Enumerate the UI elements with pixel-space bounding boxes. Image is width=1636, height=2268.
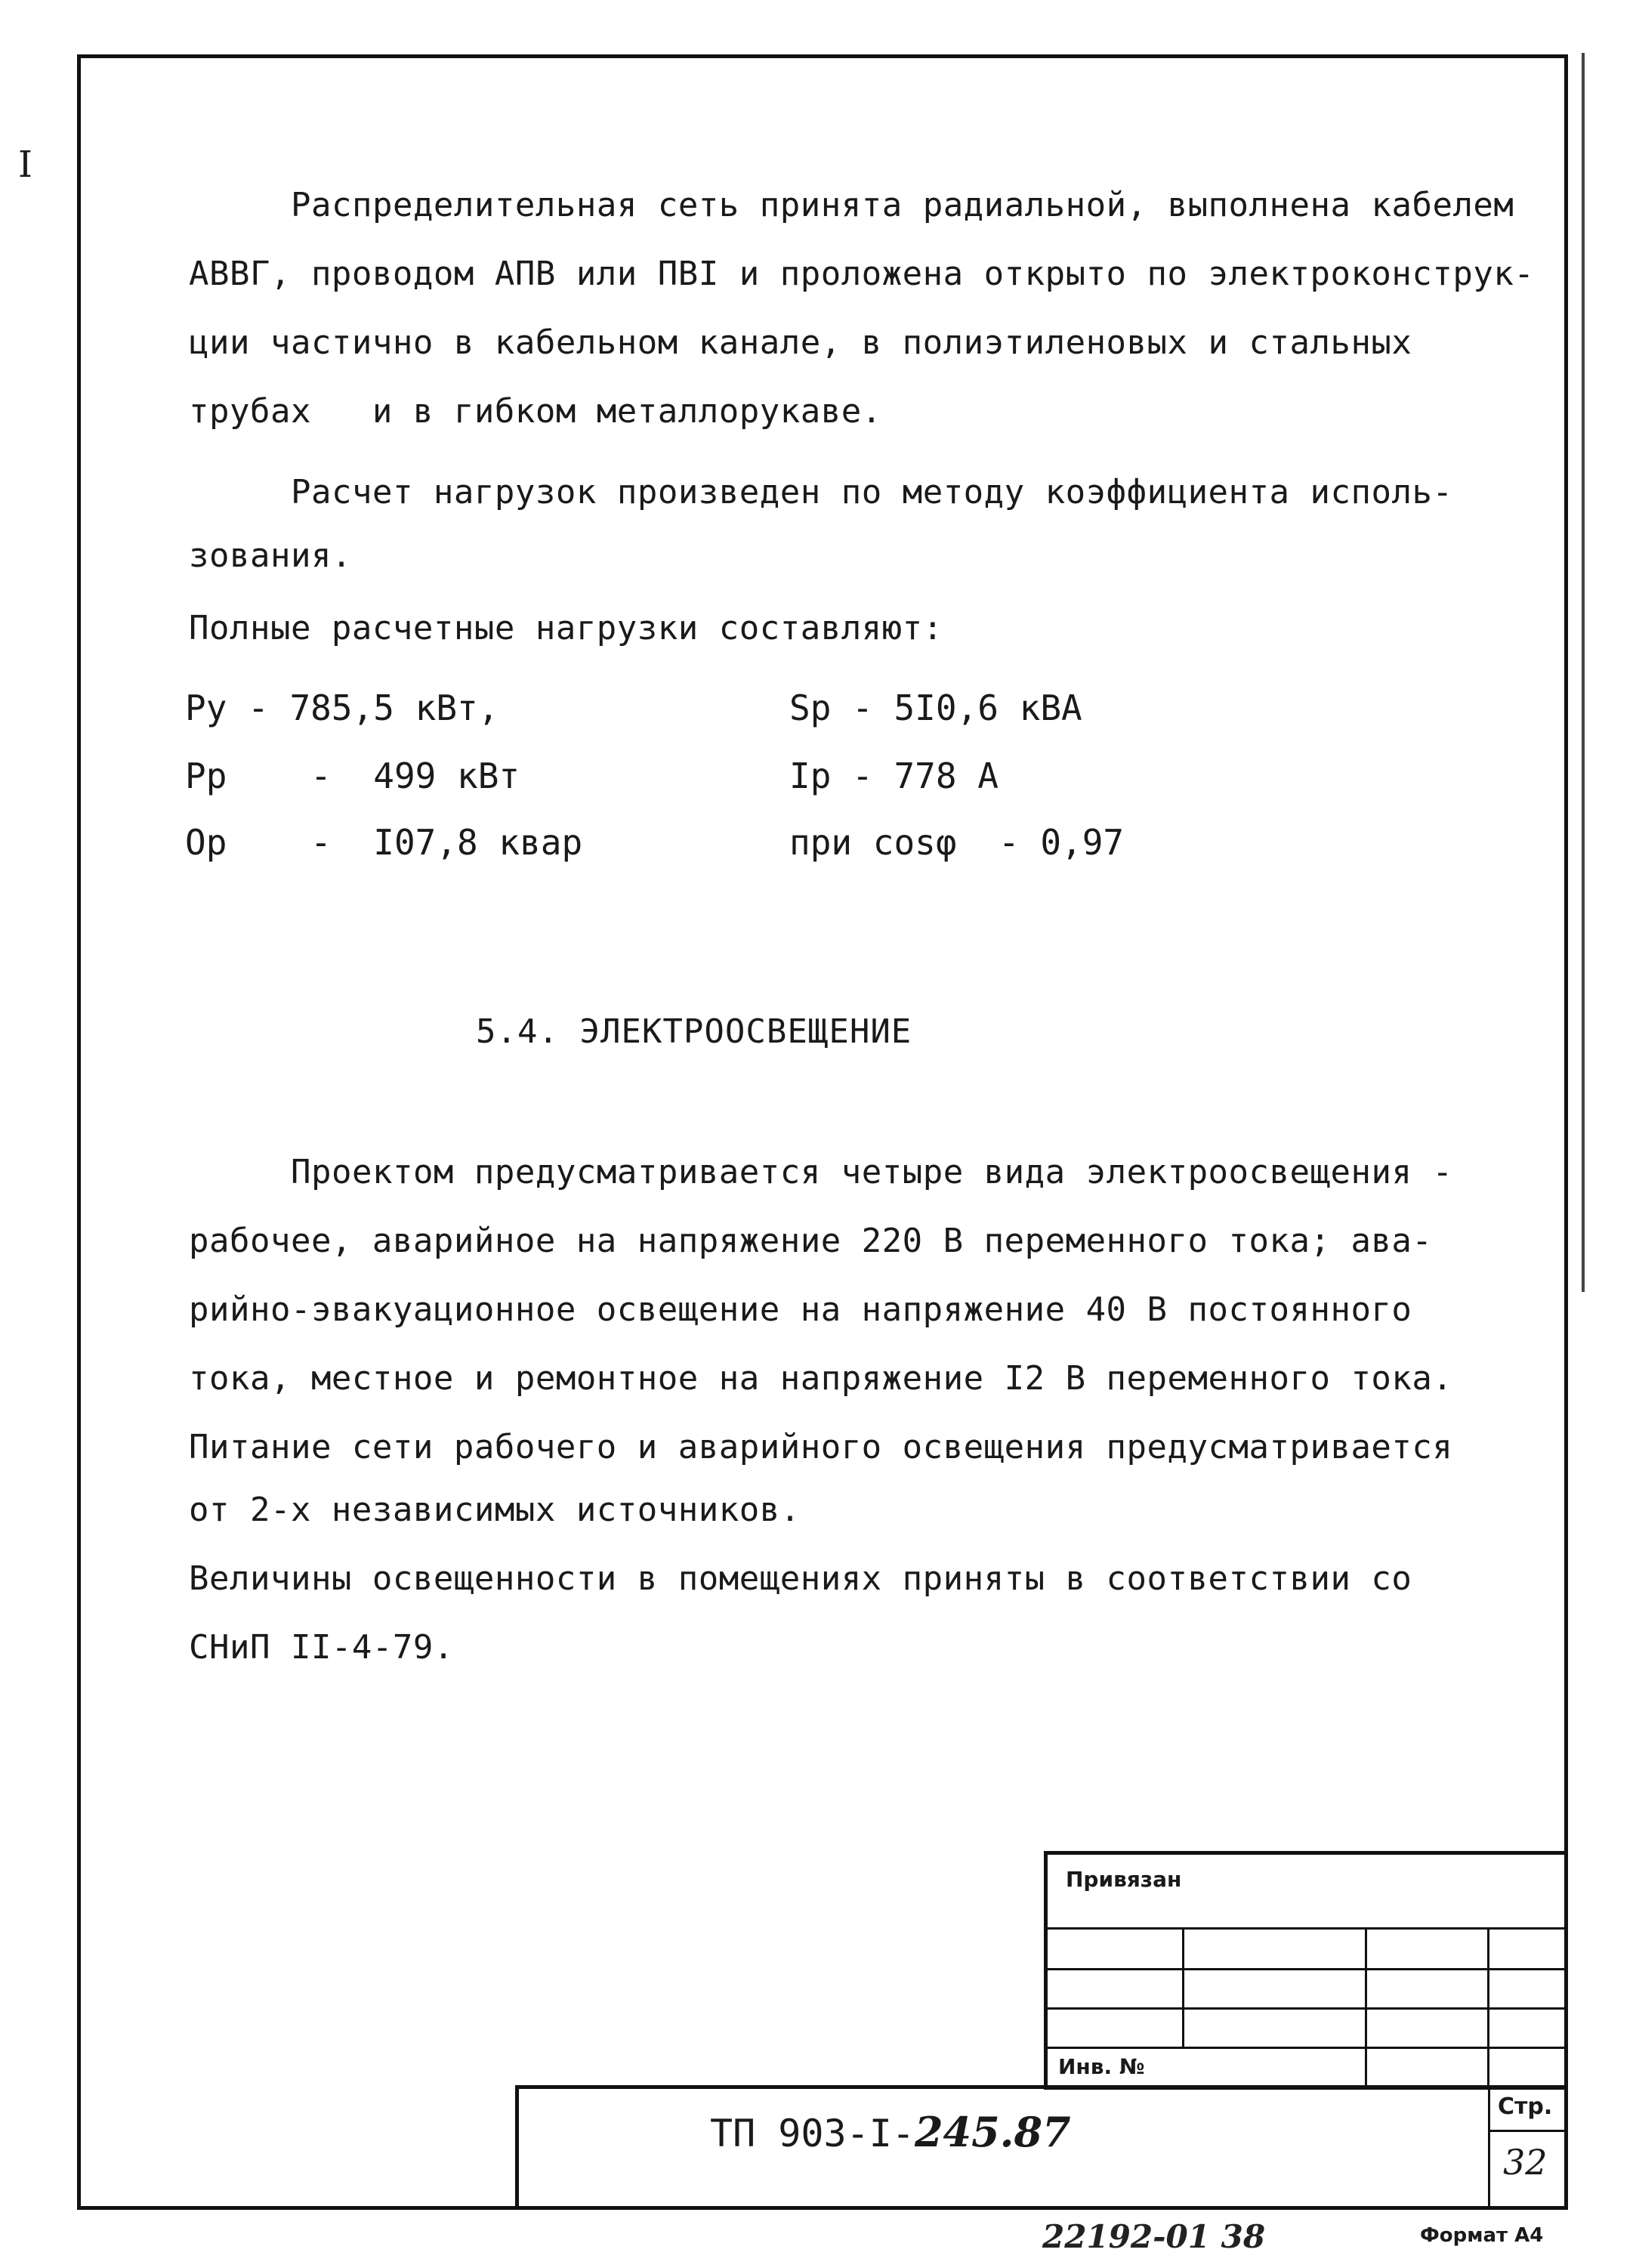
paragraph1-line-4: трубах и в гибком металлорукаве.	[189, 392, 882, 431]
paragraph2-line-2: зования.	[189, 536, 352, 575]
doc-code-typed: ТП 903-I-	[710, 2112, 915, 2155]
paragraph3-line-2: рабочее, аварийное на напряжение 220 В переменного тока; ава-	[189, 1222, 1433, 1260]
paragraph3-line-8: СНиП II-4-79.	[189, 1628, 454, 1667]
load-ip: Iр - 778 А	[789, 755, 999, 796]
page-cell-line	[1488, 2130, 1568, 2132]
stamp-attachment-block	[1044, 1851, 1568, 2090]
load-sp: Sр - 5I0,6 кВА	[789, 688, 1082, 728]
page-label: Стр.	[1498, 2093, 1553, 2120]
paragraph1-line-1: Распределительная сеть принята радиальной, выполнена кабелем	[291, 186, 1514, 224]
stamp-row-line	[1048, 2007, 1568, 2010]
stamp-row-line	[1048, 1927, 1568, 1930]
inv-label: Инв. №	[1058, 2054, 1145, 2079]
paragraph1-line-3: ции частично в кабельном канале, в полиэтиленовых и стальных	[189, 323, 1412, 362]
section-heading: 5.4. ЭЛЕКТРООСВЕЩЕНИЕ	[476, 1012, 912, 1051]
paragraph3-line-7: Величины освещенности в помещениях приняты в соответствии со	[189, 1559, 1412, 1598]
load-qp: Ор - I07,8 квар	[185, 822, 583, 863]
paragraph2-line-1: Расчет нагрузок произведен по методу коэффициента исполь-	[291, 473, 1453, 511]
load-cos: при cosφ - 0,97	[789, 822, 1125, 863]
paragraph3-line-4: тока, местное и ремонтное на напряжение I2 В переменного тока.	[189, 1359, 1453, 1398]
load-pp: Рр - 499 кВт	[185, 755, 520, 796]
stamp-col-line	[1182, 1927, 1184, 2047]
doc-code-handwritten: 245.87	[914, 2108, 1071, 2156]
format-label: Формат А4	[1420, 2224, 1544, 2247]
page-number: 32	[1503, 2142, 1548, 2183]
paragraph2-line-3: Полные расчетные нагрузки составляют:	[189, 609, 943, 647]
stamp-col-line	[1487, 1927, 1489, 2090]
paragraph1-line-2: АВВГ, проводом АПВ или ПВI и проложена открыто по электроконструк-	[189, 255, 1535, 293]
stamp-row-line	[1048, 1968, 1568, 1970]
paragraph3-line-3: рийно-эвакуационное освещение на напряжение 40 В постоянного	[189, 1290, 1412, 1329]
page-cell-divider	[1488, 2089, 1490, 2210]
paragraph3-line-5: Питание сети рабочего и аварийного освещения предусматривается	[189, 1428, 1453, 1466]
stamp-row-line	[1048, 2047, 1568, 2049]
attached-label: Привязан	[1066, 1867, 1182, 1892]
load-py: Ру - 785,5 кВт,	[185, 688, 499, 728]
margin-mark: I	[18, 144, 32, 186]
document-code	[710, 2108, 1071, 2156]
paragraph3-line-6: от 2-х независимых источников.	[189, 1491, 801, 1529]
handwritten-reference: 22192-01 38	[1042, 2218, 1266, 2255]
stamp-col-line	[1365, 1927, 1367, 2090]
binding-edge-line	[1582, 53, 1585, 1292]
paragraph3-line-1: Проектом предусматривается четыре вида электроосвещения -	[291, 1153, 1453, 1191]
